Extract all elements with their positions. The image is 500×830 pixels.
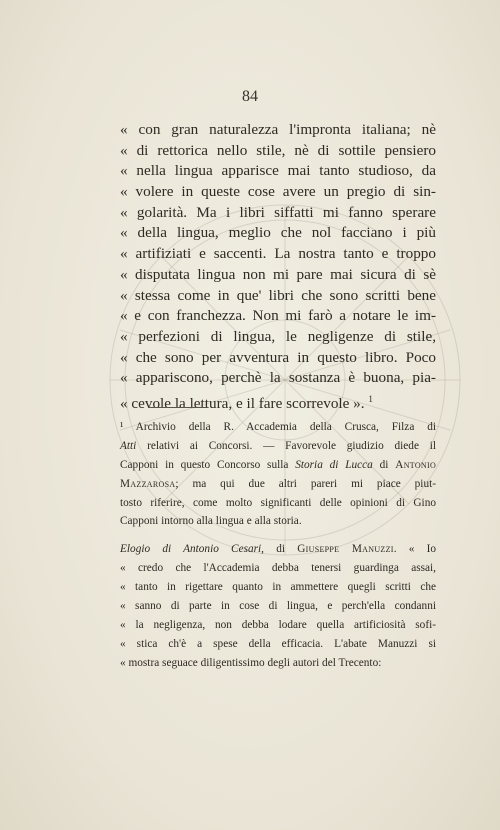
second-note-line: « la negligenza, non debba lodare quella artificiosità sofi- (120, 618, 436, 631)
second-note-text: di (276, 543, 285, 556)
quotation-line: « artifiziati e saccenti. La nostra tanto e troppo (120, 245, 436, 263)
footnotes-block (120, 418, 436, 673)
quotation-line: « della lingua, meglio che nol facciano i più (120, 224, 436, 242)
footnote-line (120, 475, 436, 494)
quotation-line: « stessa come in que' libri che sono scritti bene (120, 286, 436, 304)
footnote-smallcaps: Antonio (395, 458, 437, 471)
second-note-line: « credo che l'Accademia debba tenersi guardinga assai, (120, 562, 436, 575)
second-note-text: . « Io (393, 543, 436, 556)
quotation-line: « con gran naturalezza l'impronta italiana; nè (120, 121, 436, 138)
second-note-line (120, 540, 436, 559)
footnote-text: ; ma qui due altri pareri mi piace piut- (175, 477, 436, 490)
footnote-text: di (379, 458, 389, 471)
footnote-italic: Atti (120, 439, 137, 452)
footnote-line: Capponi intorno alla lingua e alla storia. (120, 515, 302, 528)
quotation-block (120, 120, 436, 410)
quotation-line: « disputata lingua non mi pare mai sicura di sè (120, 265, 436, 283)
footnote-smallcaps: Mazzarosa (120, 477, 176, 490)
second-note-author: Giuseppe Manuzzi (297, 543, 394, 556)
footnote-text: Archivio della R. Accademia della Crusca, Filza di (135, 421, 436, 433)
quotation-line: « volere in queste cose avere un pregio di sin- (120, 183, 436, 201)
quotation-line: « che sono per avventura in questo libro. Poco (120, 348, 436, 366)
footnote-line (120, 456, 436, 475)
quotation-line: « e con franchezza. Non mi farò a notare le im- (120, 307, 436, 325)
second-note-line: « mostra seguace diligentissimo degli autori del Trecento: (120, 656, 382, 669)
quotation-line: « nella lingua apparisce mai tanto studioso, da (120, 162, 436, 180)
quotation-text: « cevole la lettura, e il fare scorrevole ». (120, 394, 365, 412)
footnote-line (120, 418, 436, 437)
second-note-line: « stica ch'è a spese della efficacia. L'abate Manuzzi si (120, 637, 436, 650)
second-note-title: Elogio di Antonio Cesari, (120, 543, 264, 556)
footnote-text: Capponi in questo Concorso sulla (120, 458, 289, 471)
footnote-reference: 1 (368, 393, 373, 404)
footnote-divider (148, 407, 208, 408)
footnote-text: relativi ai Concorsi. — Favorevole giudizio diede il (147, 439, 436, 452)
footnote-italic: Storia di Lucca (295, 458, 373, 471)
quotation-line: « perfezioni di lingua, le negligenze di stile, (120, 327, 436, 345)
quotation-line: « golarità. Ma i libri siffatti mi fanno sperare (120, 203, 436, 221)
page-number: 84 (242, 88, 258, 105)
quotation-line: « appariscono, perchè la sostanza è buona, pia- (120, 369, 436, 387)
footnote-line (120, 437, 436, 456)
quotation-line: « di rettorica nello stile, nè di sottile pensiero (120, 141, 436, 159)
second-note-line: « tanto in rigettare quanto in ammettere quegli scritti che (120, 581, 436, 594)
second-note-line: « sanno di parte in cose di lingua, e perch'ella condanni (120, 600, 436, 613)
footnote-line: tosto riferire, come molto significanti delle opinioni di Gino (120, 496, 436, 509)
footnote-marker: ¹ (120, 421, 124, 433)
